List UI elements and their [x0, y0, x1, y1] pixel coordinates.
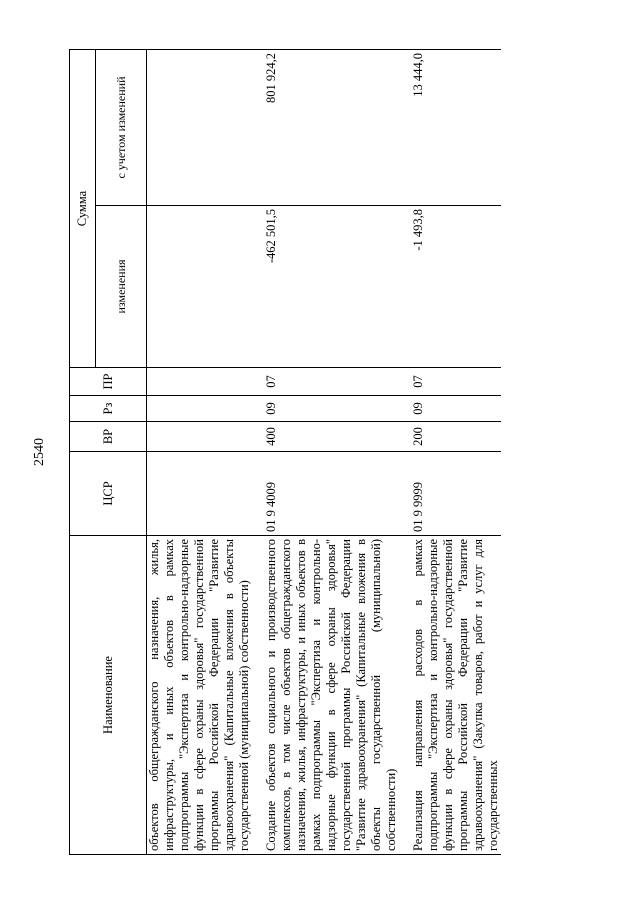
row-total: 13 444,0 — [411, 50, 501, 206]
table-row — [147, 50, 253, 855]
row-pr: 07 — [264, 368, 399, 396]
row-csr: 01 9 4009 — [264, 452, 399, 536]
row-change: -1 493,8 — [411, 206, 501, 368]
row-vr — [147, 422, 253, 452]
row-vr: 200 — [411, 422, 501, 452]
row-rz — [147, 396, 253, 422]
table-row — [411, 50, 501, 855]
rotated-page — [69, 50, 589, 855]
header-rz: Рз — [70, 396, 147, 422]
row-rz: 09 — [411, 396, 501, 422]
row-pr: 07 — [411, 368, 501, 396]
row-rz: 09 — [264, 396, 399, 422]
row-csr — [147, 452, 253, 536]
row-gap — [252, 50, 264, 855]
header-sum: Сумма — [70, 50, 96, 368]
row-gap — [399, 50, 411, 855]
header-name: Наименование — [70, 536, 147, 855]
row-vr: 400 — [264, 422, 399, 452]
row-total: 801 924,2 — [264, 50, 399, 206]
table-row — [264, 50, 399, 855]
row-name: Создание объектов социального и производственного комплексов, в том числе объектов общегражданского назначения, жилья, инфраструктуры, и иных объектов в рамках подпрограммы "Экспертиза и контрольно-надзорные функции в сфере охраны здоровья" государственной программы Российской Федерации "Развитие здравоохранения" (Капитальные вложения в объекты государственной (муниципальной) собственности) — [264, 536, 399, 855]
header-with-changes: с учетом изменений — [96, 50, 147, 206]
row-total — [147, 50, 253, 206]
row-change: -462 501,5 — [264, 206, 399, 368]
row-csr: 01 9 9999 — [411, 452, 501, 536]
header-pr: ПР — [70, 368, 147, 396]
header-changes: изменения — [96, 206, 147, 368]
row-pr — [147, 368, 253, 396]
header-vr: ВР — [70, 422, 147, 452]
budget-table — [69, 49, 501, 855]
page-number-text: 2540 — [32, 438, 47, 466]
row-name: Реализация направления расходов в рамках подпрограммы "Экспертиза и контрольно-надзорные функции в сфере охраны здоровья" государственной программы Российской Федерации "Развитие здравоохранения" (Закупка товаров, работ и услуг для государственных — [411, 536, 501, 855]
row-change — [147, 206, 253, 368]
header-csr: ЦСР — [70, 452, 147, 536]
row-name: объектов общегражданского назначения, жилья, инфраструктуры, и иных объектов в рамках подпрограммы "Экспертиза и контрольно-надзорные функции в сфере охраны здоровья" государственной программы Российской Федерации "Развитие здравоохранения" (Капитальные вложения в объекты государственной (муниципальной) собственности) — [147, 536, 253, 855]
